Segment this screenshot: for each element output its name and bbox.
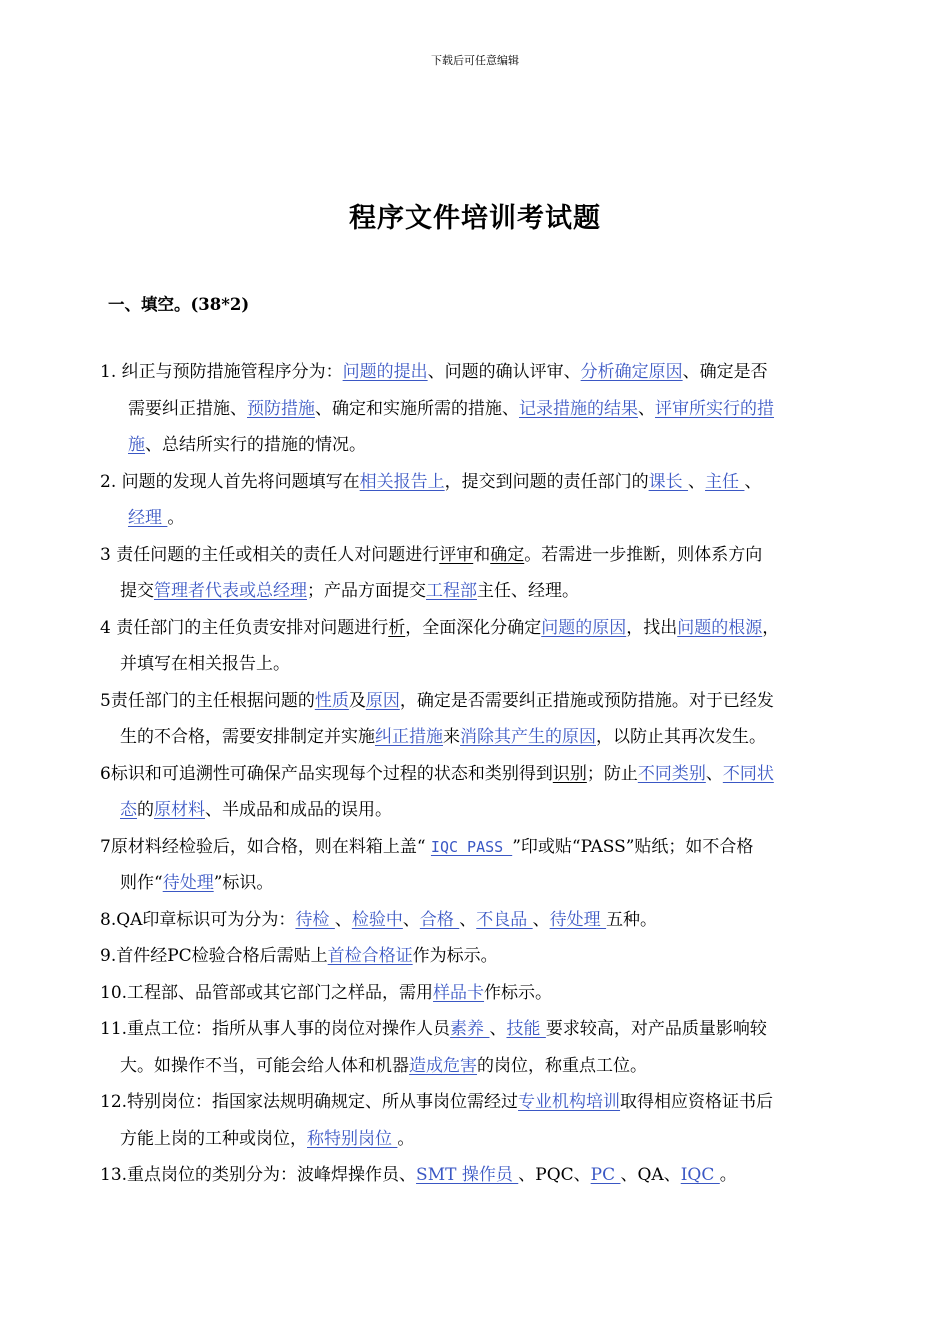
answer: 确定: [490, 544, 525, 565]
answer: 问题的原因: [541, 617, 627, 638]
answer: 不同状: [722, 763, 774, 784]
question-13: 13.重点岗位的类别分为：波峰焊操作员、SMT 操作员 、PQC、PC 、QA、IQC 。: [100, 1165, 737, 1185]
answer: SMT 操作员: [416, 1165, 519, 1185]
answer: 管理者代表或总经理: [154, 581, 307, 601]
answer: 记录措施的结果: [519, 398, 638, 419]
answer: 素养: [450, 1019, 490, 1039]
answer: 态: [120, 800, 137, 820]
answer: 纠正措施: [375, 727, 443, 747]
page-header: 下载后可任意编辑: [431, 54, 519, 67]
question-1: 1. 纠正与预防措施管程序分为：问题的提出、问题的确认评审、分析确定原因、确定是否 需要纠正措施、预防措施、确定和实施所需的措施、记录措施的结果、评审所实行的措 施、总结所实行的措施的情况。: [100, 362, 774, 455]
answer: 问题的提出: [342, 362, 428, 382]
question-8: 8.QA印章标识可为分为：待检 、检验中、合格 、不良品 、待处理 五种。: [100, 909, 658, 930]
answer: PC: [590, 1165, 621, 1185]
answer: 不同类别: [637, 763, 706, 784]
answer: 工程部: [426, 581, 477, 601]
answer: 造成危害: [409, 1055, 477, 1076]
answer: 施: [128, 435, 145, 455]
answer: 相关报告上: [359, 471, 445, 492]
answer: IQC PASS: [430, 837, 513, 856]
question-2: 2. 问题的发现人首先将问题填写在相关报告上，提交到问题的责任部门的课长 、主任 、 经理 。: [100, 471, 762, 528]
answer: 原因: [365, 690, 400, 711]
question-12: 12.特别岗位：指国家法规明确规定、所从事岗位需经过专业机构培训取得相应资格证书后 方能上岗的工种或岗位，称特别岗位 。: [100, 1092, 774, 1149]
answer: 析: [388, 617, 406, 638]
answer: 预防措施: [247, 398, 315, 419]
answer: 课长: [648, 471, 689, 492]
answer: 不良品: [476, 909, 533, 930]
answer: 样品卡: [433, 982, 485, 1003]
section-heading-fill-in: 一、填空。(38*2): [108, 295, 250, 314]
answer: 分析确定原因: [580, 362, 683, 382]
question-7: 7原材料经检验后，如合格，则在料箱上盖“ IQC PASS ”印或贴“PASS”贴纸；如不合格 则作“待处理”标识。: [100, 836, 754, 893]
answer: 检验中: [351, 909, 403, 930]
answer: 专业机构培训: [518, 1092, 621, 1112]
answer: 待处理: [162, 873, 214, 893]
question-10: 10.工程部、品管部或其它部门之样品，需用样品卡作标示。: [100, 982, 553, 1003]
answer: 称特别岗位: [307, 1128, 398, 1149]
answer: 问题的根源: [677, 617, 763, 638]
answer: 原材料: [154, 800, 205, 820]
answer: 评审: [439, 544, 474, 565]
question-9: 9.首件经PC检验合格后需贴上首检合格证作为标示。: [100, 946, 498, 966]
answer: 主任: [705, 471, 745, 492]
answer: 性质: [314, 690, 349, 711]
question-list: [100, 354, 866, 1194]
answer: 经理: [128, 508, 168, 528]
answer: 技能: [506, 1019, 546, 1039]
answer: 消除其产生的原因: [460, 727, 596, 747]
question-5: 5责任部门的主任根据问题的性质及原因，确定是否需要纠正措施或预防措施。对于已经发 生的不合格，需要安排制定并实施纠正措施来消除其产生的原因，以防止其再次发生。: [100, 690, 774, 747]
answer: 待处理: [549, 909, 607, 930]
question-11: 11.重点工位：指所从事人事的岗位对操作人员素养 、技能 要求较高，对产品质量影响较 大。如操作不当，可能会给人体和机器造成危害的岗位，称重点工位。: [100, 1019, 767, 1076]
document-title: 程序文件培训考试题: [349, 203, 601, 234]
answer: 识别: [552, 763, 587, 784]
answer: 评审所实行的措: [655, 398, 774, 419]
answer: 合格: [419, 909, 460, 930]
question-6: 6标识和可追溯性可确保产品实现每个过程的状态和类别得到识别；防止不同类别、不同状 态的原材料、半成品和成品的误用。: [100, 763, 774, 820]
answer: 待检: [295, 909, 335, 930]
question-4: 4 责任部门的主任负责安排对问题进行析，全面深化分确定问题的原因，找出问题的根源， 并填写在相关报告上。: [100, 617, 780, 674]
answer: 首检合格证: [327, 946, 413, 966]
question-3: 3 责任问题的主任或相关的责任人对问题进行评审和确定。若需进一步推断，则体系方向 提交管理者代表或总经理；产品方面提交工程部主任、经理。: [100, 544, 763, 601]
answer: IQC: [680, 1165, 720, 1185]
